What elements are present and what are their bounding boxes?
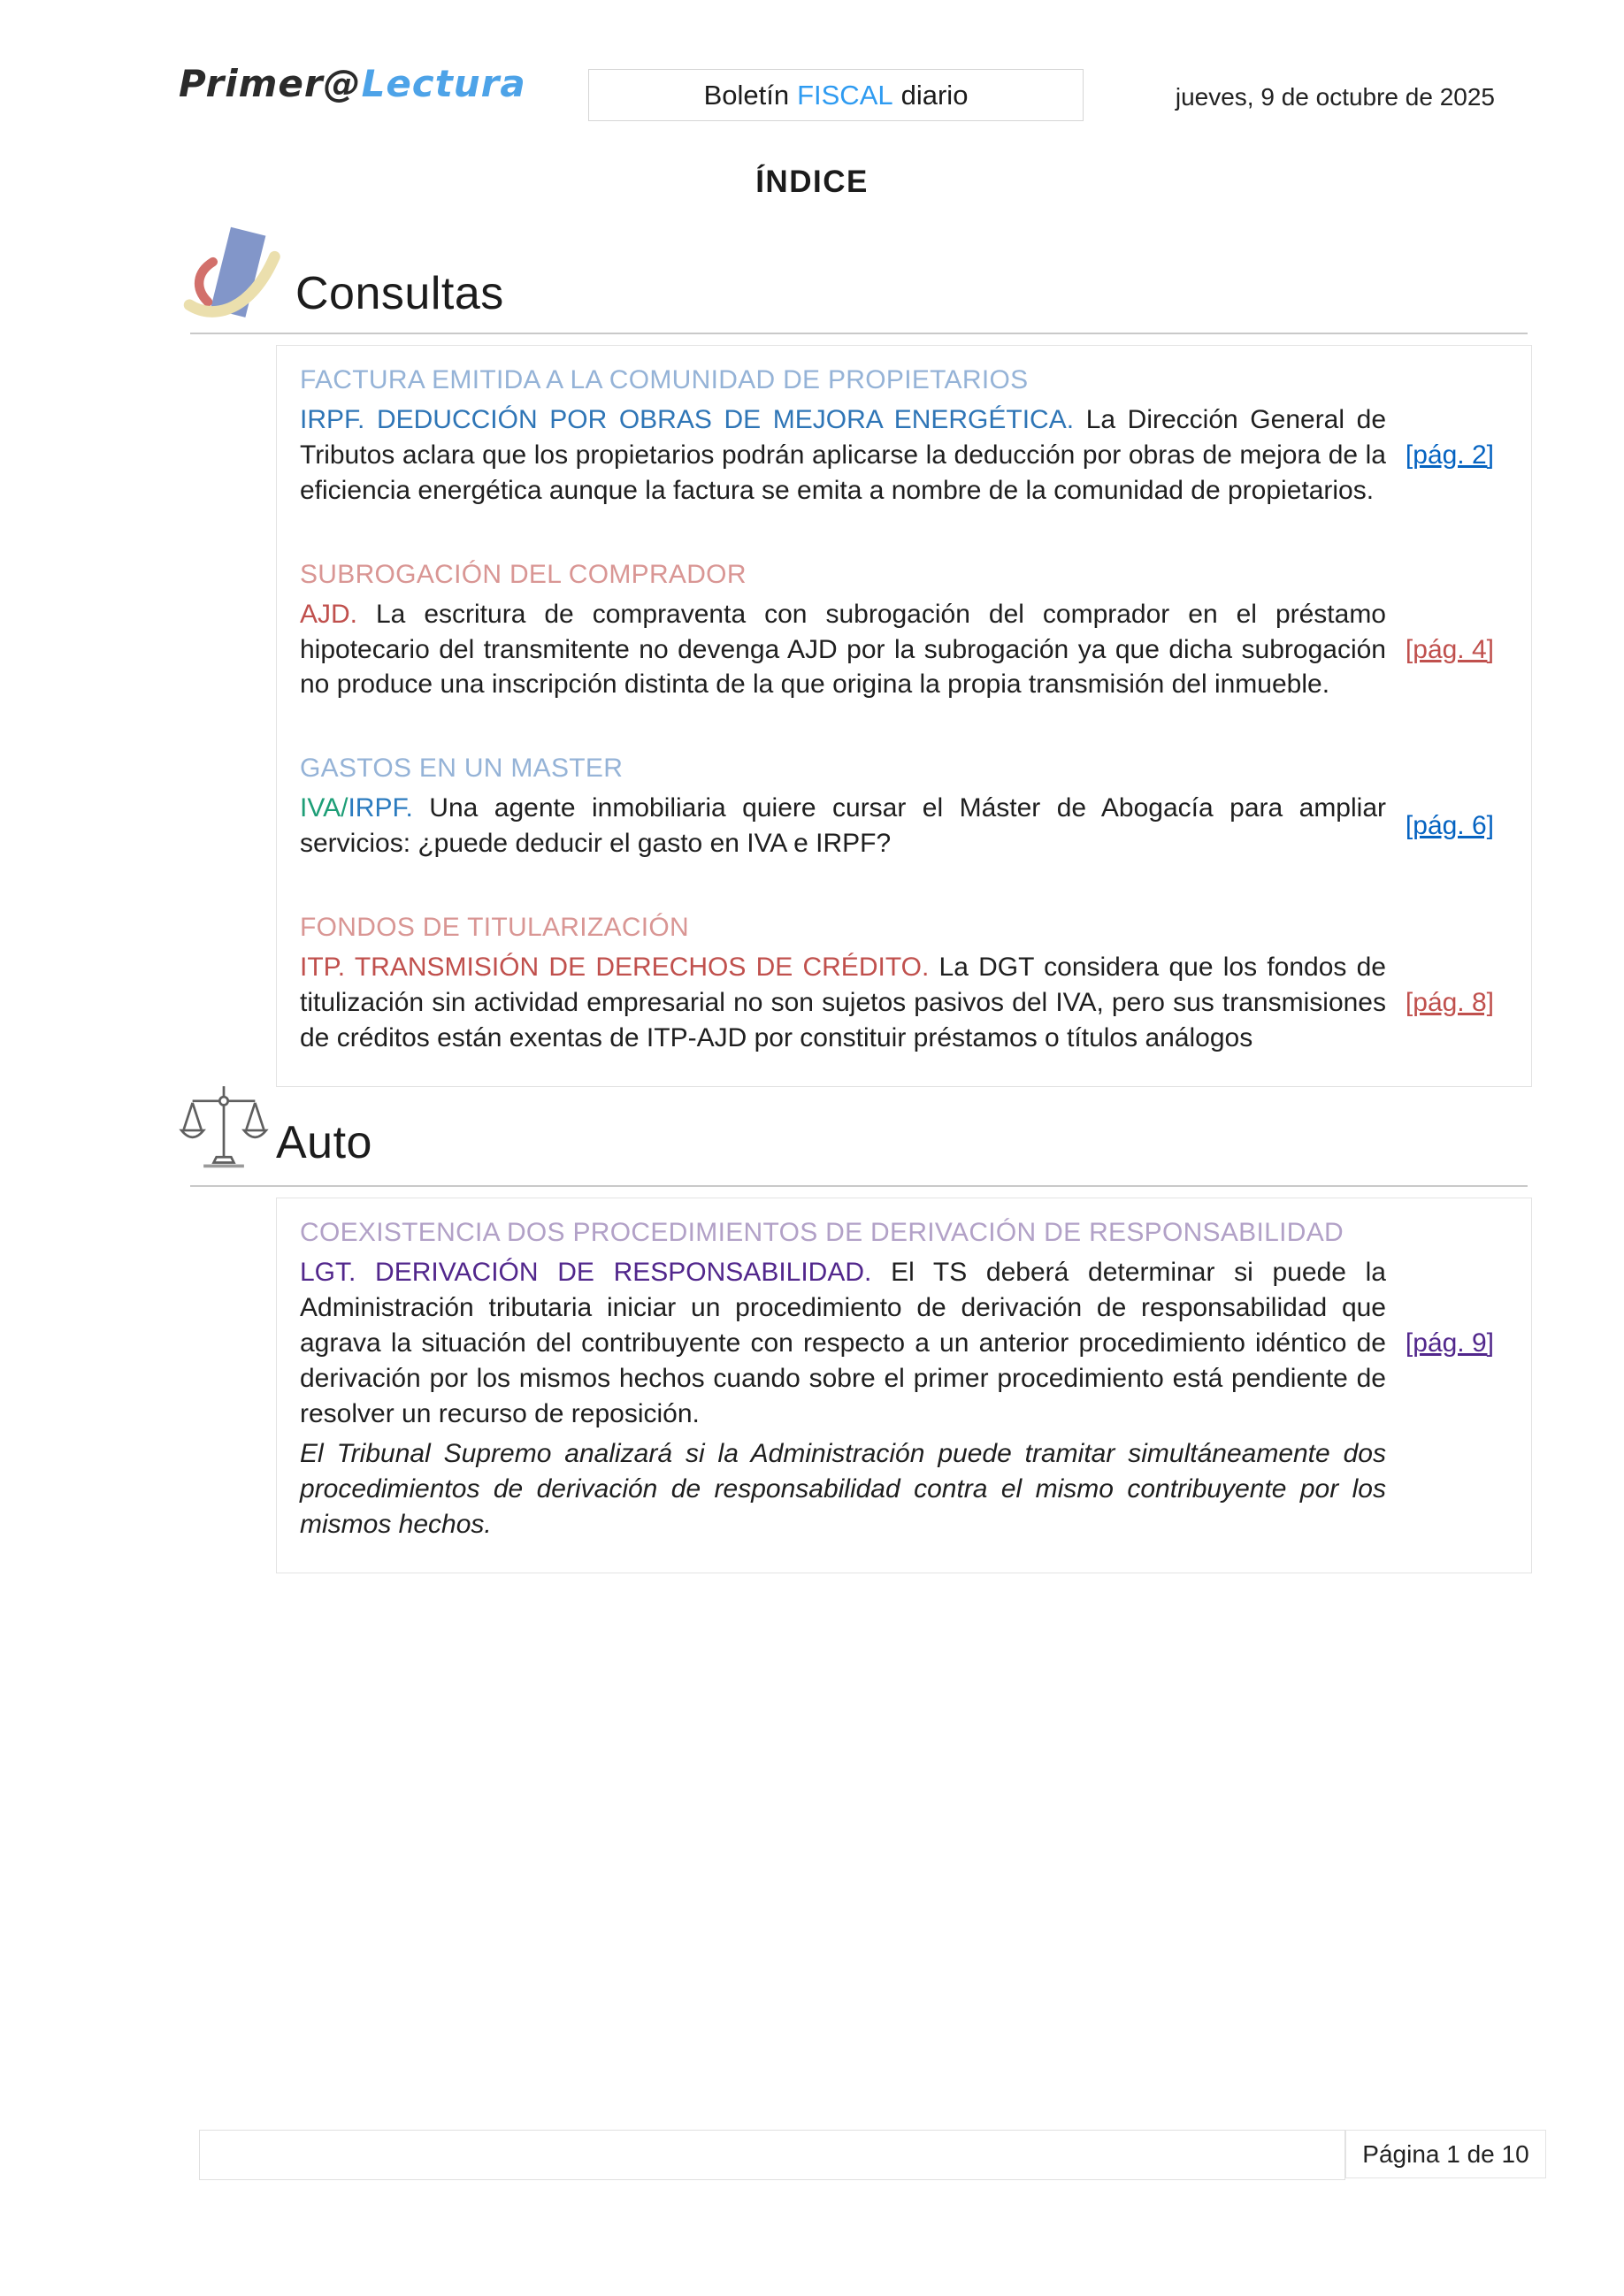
entry-topic: GASTOS EN UN MASTER — [300, 754, 624, 784]
index-entry-fondos-titularizacion — [300, 913, 1506, 1056]
entry-body — [300, 1255, 1386, 1431]
section-header-consultas — [177, 223, 504, 325]
page-link[interactable]: [pág. 4] — [1405, 634, 1494, 664]
section-divider — [190, 333, 1528, 334]
entry-body — [300, 402, 1386, 509]
footer-empty-frame — [199, 2130, 1345, 2180]
index-entry-coexistencia-derivacion — [300, 1218, 1506, 1542]
consultas-entries-box — [276, 345, 1532, 1087]
section-title-consultas: Consultas — [295, 268, 504, 319]
entry-summary: La DGT considera que los fondos de titulización sin actividad empresarial no son sujetos pasivos del IVA, pero sus transmisiones de créditos están exentas de ITP-AJD por constituir préstamos o títulos análogos — [300, 953, 1386, 1052]
page-number-label: Página 1 de 10 — [1345, 2130, 1546, 2178]
entry-lead: IRPF. DEDUCCIÓN POR OBRAS DE MEJORA ENERGÉTICA. — [300, 405, 1086, 434]
page-link[interactable]: [pág. 6] — [1405, 811, 1494, 841]
entry-body — [300, 597, 1386, 703]
section-header-auto — [177, 1083, 372, 1175]
bulletin-title-post: diario — [900, 79, 969, 111]
page-link[interactable]: [pág. 2] — [1405, 440, 1494, 470]
header-date: jueves, 9 de octubre de 2025 — [1175, 83, 1495, 111]
entry-summary: El TS deberá determinar si puede la Administración tributaria iniciar un procedimiento de derivación de responsabilidad que agrava la situación del contribuyente con respecto a un anterior procedimiento idéntico de derivación por los mismos hechos cuando sobre el primer procedimiento está pendiente de resolver un recurso de reposición. — [300, 1258, 1386, 1428]
entry-summary: Una agente inmobiliaria quiere cursar el Máster de Abogacía para ampliar servicios: ¿puede deducir el gasto en IVA e IRPF? — [300, 793, 1386, 859]
entry-lead: ITP. TRANSMISIÓN DE DERECHOS DE CRÉDITO. — [300, 953, 939, 983]
index-entry-subrogacion — [300, 560, 1506, 703]
entry-topic: FACTURA EMITIDA A LA COMUNIDAD DE PROPIETARIOS — [300, 365, 1029, 394]
auto-entries-box — [276, 1198, 1532, 1573]
entry-summary: La Dirección General de Tributos aclara que los propietarios podrán aplicarse la deducción por obras de mejora de la eficiencia energética aunque la factura se emita a nombre de la comunidad de propietarios. — [300, 405, 1387, 505]
index-entry-factura-comunidad — [300, 365, 1506, 509]
entry-body — [300, 791, 1386, 861]
entry-topic: COEXISTENCIA DOS PROCEDIMIENTOS DE DERIVACIÓN DE RESPONSABILIDAD — [300, 1218, 1344, 1247]
entry-lead: IVA/ — [300, 793, 349, 823]
index-entry-gastos-master — [300, 754, 1506, 861]
entry-topic: SUBROGACIÓN DEL COMPRADOR — [300, 559, 747, 589]
page-title: ÍNDICE — [755, 165, 869, 199]
section-divider — [190, 1185, 1528, 1187]
aeat-logo-icon — [177, 223, 290, 325]
entry-topic: FONDOS DE TITULARIZACIÓN — [300, 913, 690, 943]
section-title-auto: Auto — [276, 1117, 372, 1168]
entry-summary: La escritura de compraventa con subrogación del comprador en el préstamo hipotecario del transmitente no devenga AJD por la subrogación ya que dicha subrogación no produce una inscripción distinta de la que origina la propia transmisión del inmueble. — [300, 599, 1386, 700]
entry-body — [300, 950, 1386, 1056]
entry-lead: LGT. DERIVACIÓN DE RESPONSABILIDAD. — [300, 1258, 892, 1287]
entry-lead: IRPF. — [348, 793, 430, 823]
logo-text-blue: Lectura — [361, 62, 526, 105]
logo-text-black: Primer@ — [179, 62, 362, 105]
entry-lead: AJD. — [300, 599, 376, 629]
primera-lectura-logo — [179, 62, 526, 105]
entry-italic-note: El Tribunal Supremo analizará si la Administración puede tramitar simultáneamente dos procedimientos de derivación de responsabilidad contra el mismo contribuyente por los mismos hechos. — [300, 1439, 1386, 1540]
bulletin-title-pre: Boletín — [703, 79, 790, 111]
scales-icon — [177, 1083, 271, 1175]
page-link[interactable]: [pág. 8] — [1405, 987, 1494, 1017]
page-link[interactable]: [pág. 9] — [1405, 1328, 1494, 1358]
bulletin-title-box — [588, 69, 1084, 121]
bulletin-title-highlight: FISCAL — [797, 79, 893, 111]
